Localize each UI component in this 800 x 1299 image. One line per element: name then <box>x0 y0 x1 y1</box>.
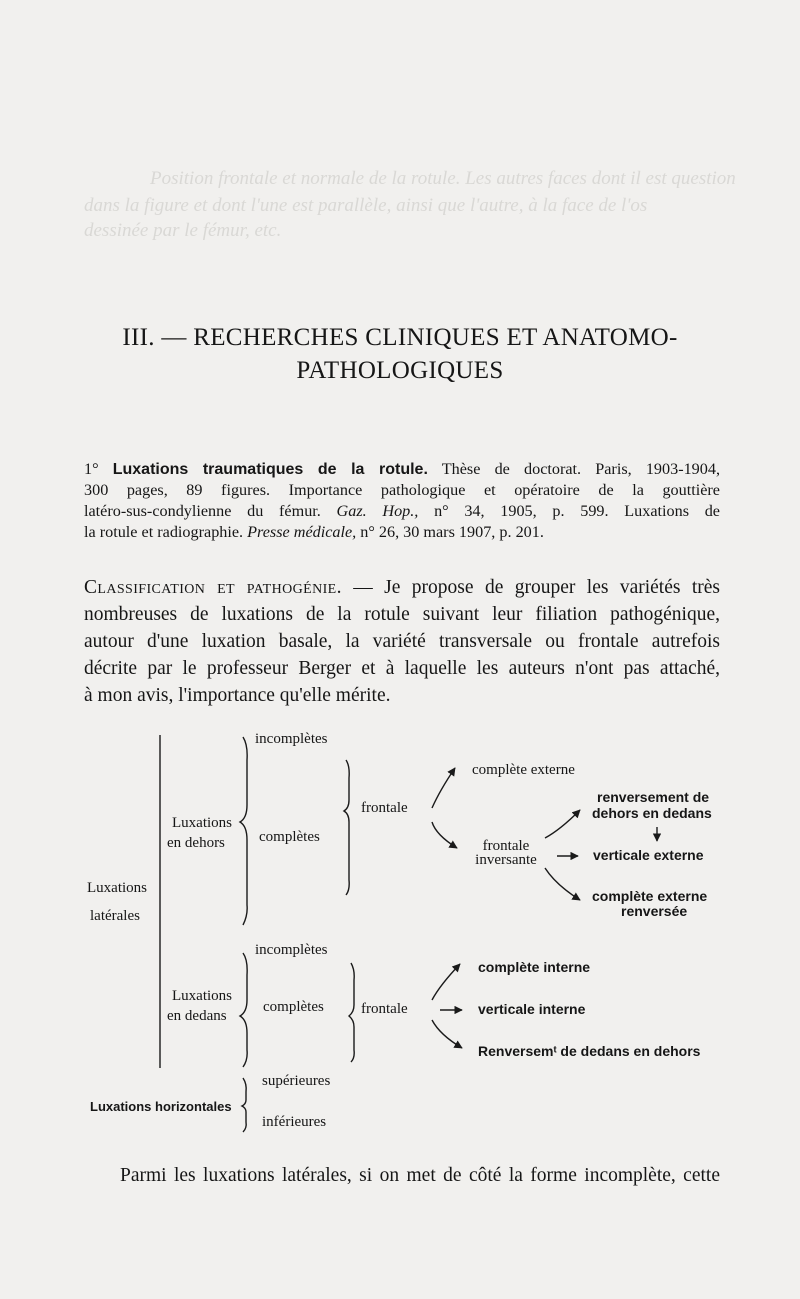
bleed-through-text: dans la figure et dont l'une est parallèle, ainsi que l'autre, à la face de l'os <box>84 195 648 216</box>
classification-lead: Classification et pathogénie. <box>84 577 342 598</box>
label-luxations-en-dedans-2: en dedans <box>167 1008 227 1024</box>
label-completes-2: complètes <box>263 999 324 1015</box>
reference-line-3-a: latéro-sus-condylienne du fémur. <box>84 502 321 520</box>
label-renversement-1: renversement de <box>597 789 710 805</box>
closing-line: Parmi les luxations latérales, si on met de côté la forme incomplète, cette <box>120 1165 720 1186</box>
label-superieures: supérieures <box>262 1073 331 1089</box>
reference-number: 1° <box>84 460 99 478</box>
label-frontale-inversante-2: inversante <box>475 852 537 868</box>
classification-line-4: décrite par le professeur Berger et à laquelle les auteurs n'ont pas attaché, <box>84 658 720 679</box>
label-luxations-horizontales: Luxations horizontales <box>90 1099 232 1114</box>
label-incompletes-1: incomplètes <box>255 731 328 747</box>
section-heading-line-1: III. — RECHERCHES CLINIQUES ET ANATOMO- <box>122 324 678 351</box>
reference-journal-gaz-hop: Gaz. Hop., <box>336 502 419 520</box>
arrow-to-complete-externe <box>432 768 455 808</box>
brace-en-dedans <box>240 953 247 1067</box>
reference-line-2: 300 pages, 89 figures. Importance pathologique et opératoire de la gouttière <box>84 481 720 499</box>
classification-line-2: nombreuses de luxations de la rotule suivant leur filiation pathogénique, <box>84 604 720 625</box>
label-luxations-en-dehors-2: en dehors <box>167 835 225 851</box>
label-renversement-2: dehors en dedans <box>592 805 712 821</box>
reference-journal-presse-medicale: Presse médicale, <box>247 523 357 541</box>
label-complete-externe-renversee-1: complète externe <box>592 888 708 904</box>
reference-line-4-a: la rotule et radiographie. <box>84 523 244 541</box>
label-incompletes-2: incomplètes <box>255 942 328 958</box>
reference-title: Luxations traumatiques de la rotule. <box>112 461 428 478</box>
label-luxations-laterales-1: Luxations <box>87 880 147 896</box>
label-frontale-2: frontale <box>361 1001 408 1017</box>
label-luxations-en-dedans-1: Luxations <box>172 988 232 1004</box>
arrow-to-complete-interne <box>432 964 460 1000</box>
brace-horizontales <box>242 1078 246 1132</box>
label-renversement-dedans: Renversemᵗ de dedans en dehors <box>478 1043 701 1059</box>
label-luxations-en-dehors-1: Luxations <box>172 815 232 831</box>
reference-line-3-b: n° 34, 1905, p. 599. Luxations de <box>434 502 720 520</box>
label-verticale-externe: verticale externe <box>593 847 704 863</box>
arrow-to-frontale-inversante <box>432 822 457 848</box>
label-inferieures: inférieures <box>262 1114 327 1130</box>
label-completes-1: complètes <box>259 829 320 845</box>
section-heading-line-2: PATHOLOGIQUES <box>296 357 504 384</box>
bleed-through-text: Position frontale et normale de la rotule. Les autres faces dont il est question <box>150 168 736 189</box>
arrow-to-renversement-dedans <box>432 1020 462 1048</box>
brace-en-dehors <box>240 737 247 925</box>
label-complete-externe: complète externe <box>472 762 575 778</box>
classification-line-1-rest: — Je propose de grouper les variétés très <box>353 577 721 598</box>
reference-line-4-b: n° 26, 30 mars 1907, p. 201. <box>360 523 544 541</box>
classification-line-3: autour d'une luxation basale, la variété transversale ou frontale autrefois <box>84 631 720 652</box>
arrow-to-renversement <box>545 810 580 838</box>
classification-line-5: à mon avis, l'importance qu'elle mérite. <box>84 685 391 706</box>
label-verticale-interne: verticale interne <box>478 1001 586 1017</box>
label-frontale-inversante-1: frontale <box>482 838 530 854</box>
label-luxations-laterales-2: latérales <box>90 908 140 924</box>
label-complete-interne: complète interne <box>478 959 591 975</box>
reference-line-1-rest: Thèse de doctorat. Paris, 1903-1904, <box>441 460 721 478</box>
closing-paragraph <box>84 1162 720 1189</box>
arrow-to-complete-externe-renversee <box>545 868 580 900</box>
brace-completes-1 <box>344 760 349 895</box>
brace-completes-2 <box>349 963 354 1062</box>
label-frontale-1: frontale <box>361 800 408 816</box>
bleed-through-text: dessinée par le fémur, etc. <box>84 220 282 241</box>
label-complete-externe-renversee-2: renversée <box>621 903 688 919</box>
